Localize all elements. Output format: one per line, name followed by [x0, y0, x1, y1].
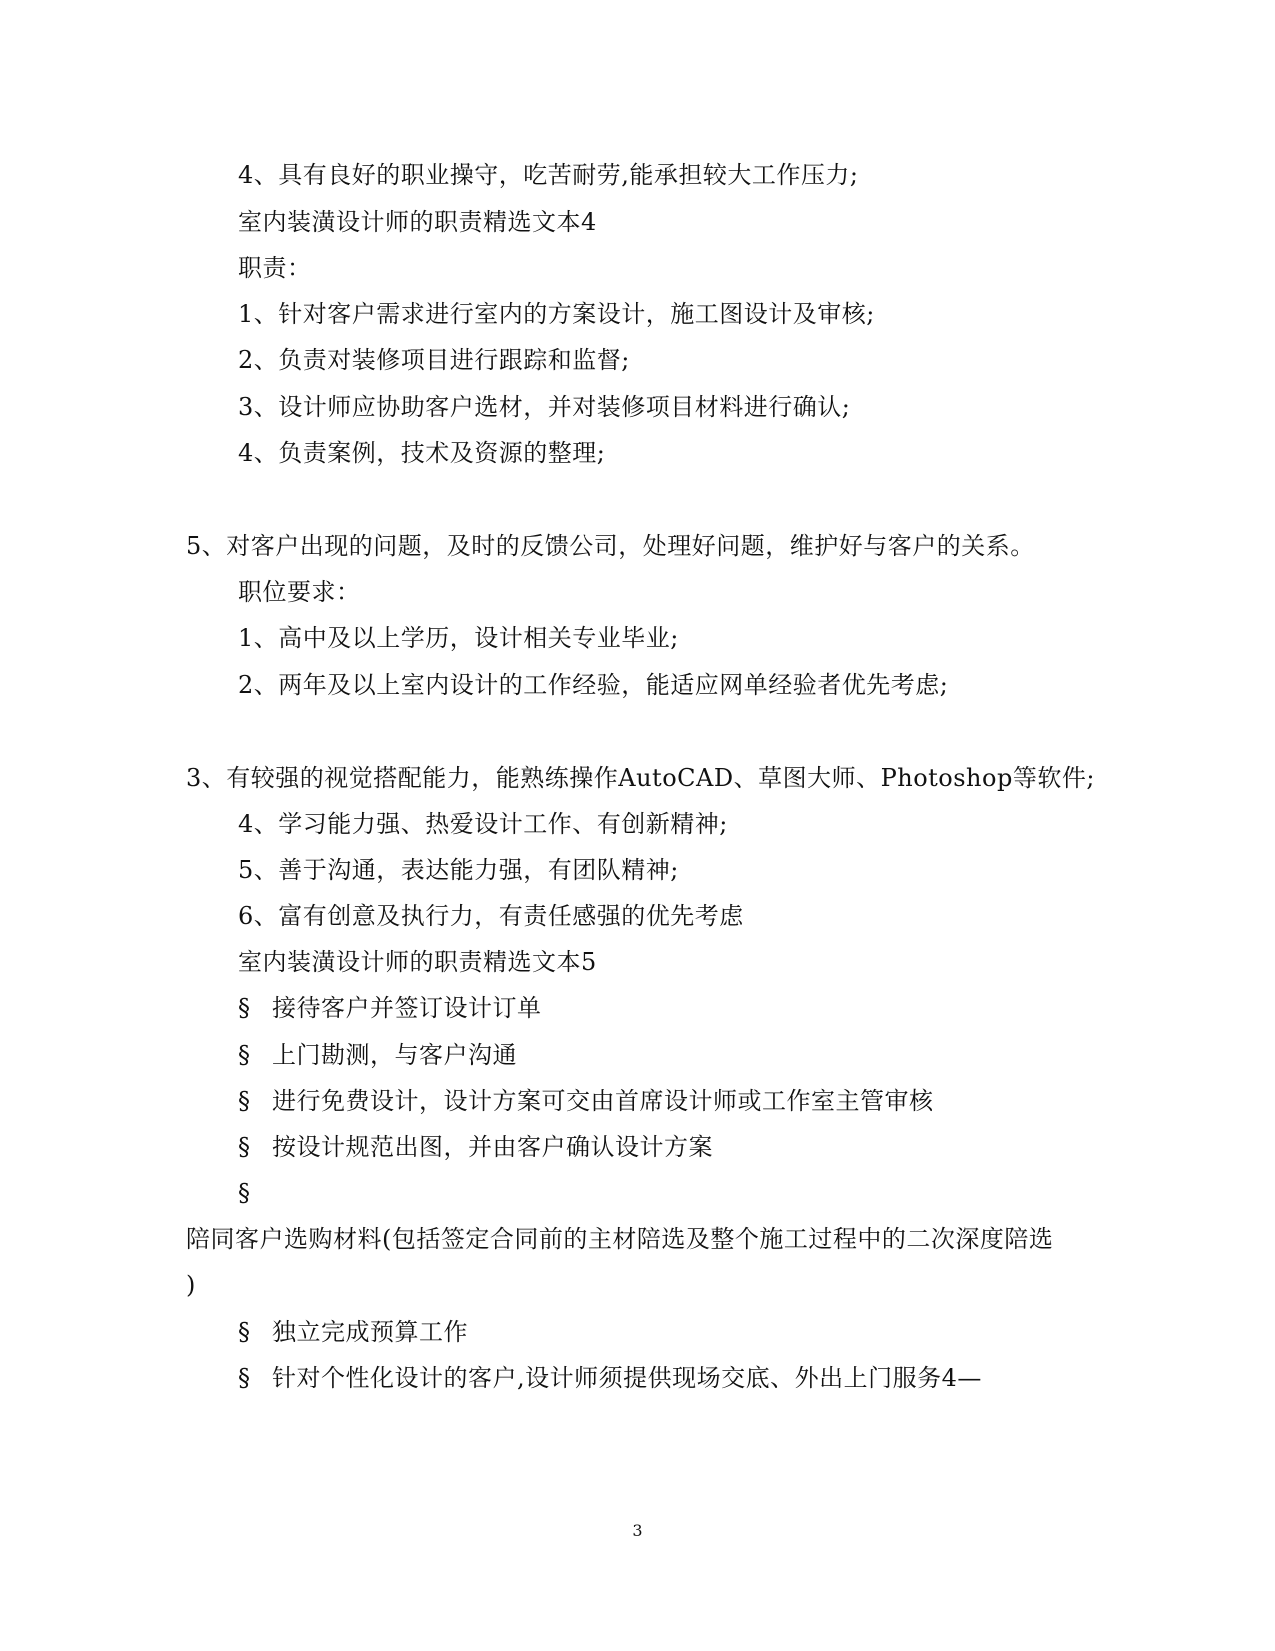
- text-line: 3、设计师应协助客户选材，并对装修项目材料进行确认;: [238, 393, 851, 421]
- text-line: 2、两年及以上室内设计的工作经验，能适应网单经验者优先考虑;: [238, 671, 949, 699]
- text-line: 3、有较强的视觉搭配能力，能熟练操作AutoCAD、草图大师、Photoshop等软件;: [186, 764, 1095, 792]
- text-line: ): [186, 1271, 196, 1299]
- text-line: 4、具有良好的职业操守，吃苦耐劳,能承担较大工作压力;: [238, 161, 859, 189]
- section-symbol: §: [238, 1179, 251, 1207]
- section-symbol: §: [238, 994, 251, 1022]
- text-line: 4、负责案例，技术及资源的整理;: [238, 439, 606, 467]
- text-line: 5、对客户出现的问题，及时的反馈公司，处理好问题，维护好与客户的关系。: [186, 532, 1035, 560]
- text-line: 1、针对客户需求进行室内的方案设计，施工图设计及审核;: [238, 300, 875, 328]
- list-item: [238, 1178, 272, 1208]
- list-item-text: 上门勘测，与客户沟通: [272, 1041, 517, 1069]
- list-item: [238, 1363, 982, 1393]
- text-line: 1、高中及以上学历，设计相关专业毕业;: [238, 624, 679, 652]
- section-symbol: §: [238, 1133, 251, 1161]
- text-line: 6、富有创意及执行力，有责任感强的优先考虑: [238, 902, 744, 930]
- section-heading: 室内装潢设计师的职责精选文本4: [238, 208, 597, 236]
- list-item: [238, 1040, 517, 1070]
- text-line: 2、负责对装修项目进行跟踪和监督;: [238, 346, 630, 374]
- section-symbol: §: [238, 1087, 251, 1115]
- text-line: 4、学习能力强、热爱设计工作、有创新精神;: [238, 810, 728, 838]
- list-item: [238, 993, 542, 1023]
- page-number: 3: [632, 1521, 643, 1540]
- list-item-text: 接待客户并签订设计订单: [272, 994, 542, 1022]
- section-heading: 室内装潢设计师的职责精选文本5: [238, 948, 597, 976]
- text-line: 职责：: [238, 254, 312, 282]
- text-line: 陪同客户选购材料(包括签定合同前的主材陪选及整个施工过程中的二次深度陪选: [186, 1225, 1054, 1253]
- list-item-text: 独立完成预算工作: [272, 1318, 468, 1346]
- section-symbol: §: [238, 1318, 251, 1346]
- list-item-text: 按设计规范出图，并由客户确认设计方案: [272, 1133, 713, 1161]
- section-symbol: §: [238, 1364, 251, 1392]
- list-item-text: 针对个性化设计的客户,设计师须提供现场交底、外出上门服务4—: [272, 1364, 982, 1392]
- list-item: [238, 1317, 468, 1347]
- text-line: 职位要求：: [238, 578, 361, 606]
- list-item-text: 进行免费设计，设计方案可交由首席设计师或工作室主管审核: [272, 1087, 934, 1115]
- text-line: 5、善于沟通，表达能力强，有团队精神;: [238, 856, 679, 884]
- section-symbol: §: [238, 1041, 251, 1069]
- list-item: [238, 1086, 934, 1116]
- list-item: [238, 1132, 713, 1162]
